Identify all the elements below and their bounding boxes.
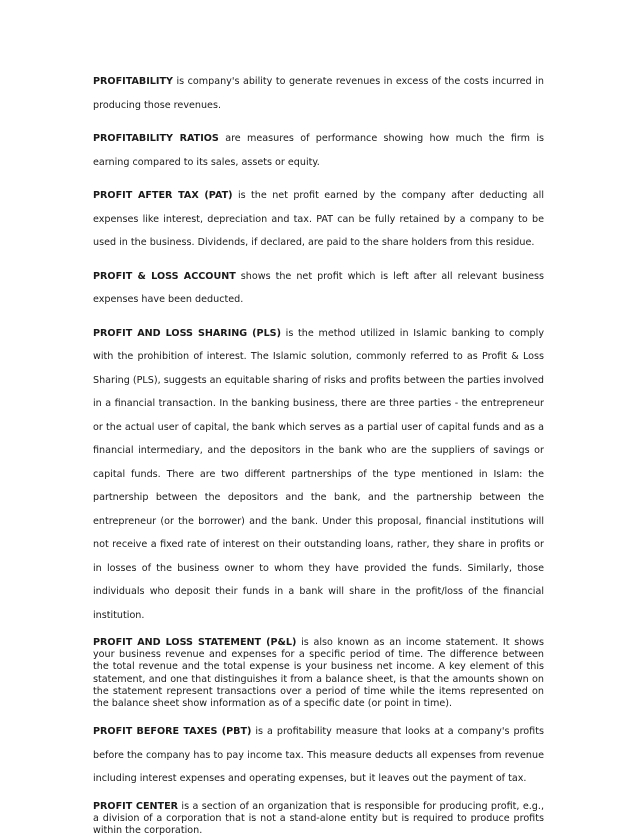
entry-definition: is company's ability to generate revenues in excess of the costs incurred in producing those revenues.	[93, 76, 544, 111]
entry-definition: is a section of an organization that is responsible for producing profit, e.g., a division of a corporation that is not a stand-alone entity but is required to produce profits within the corporation.	[93, 800, 544, 837]
entry-term: PROFIT AFTER TAX (PAT)	[93, 190, 233, 201]
entry-profit-loss-account	[93, 265, 544, 312]
entry-profitability-ratios	[93, 127, 544, 174]
entry-term: PROFITABILITY RATIOS	[93, 133, 219, 144]
entry-profit-before-taxes	[93, 720, 544, 791]
entry-term: PROFIT AND LOSS SHARING (PLS)	[93, 327, 281, 339]
entry-profitability	[93, 70, 544, 117]
entry-profit-loss-statement	[93, 637, 544, 710]
entry-definition: is also known as an income statement. It shows your business revenue and expenses for a specific period of time. The difference between the total revenue and the total expense is your business net income. A key element of this statement, and one that distinguishes it from a balance sheet, is that the amounts shown on the statement represent transactions over a period of time while the items represented on the balance sheet show information as of a specific date (or point in time).	[93, 637, 544, 710]
entry-definition: is the net profit earned by the company after deducting all expenses like interest, depreciation and tax. PAT can be fully retained by a company to be used in the business. Dividends, if declared, are paid to the share holders from this residue.	[93, 190, 544, 248]
entry-definition: are measures of performance showing how much the firm is earning compared to its sales, assets or equity.	[93, 133, 544, 168]
entry-term: PROFIT & LOSS ACCOUNT	[93, 270, 236, 282]
entry-definition: shows the net profit which is left after all relevant business expenses have been deducted.	[93, 270, 545, 305]
entry-term: PROFIT CENTER	[93, 800, 179, 812]
entry-definition: is the method utilized in Islamic banking to comply with the prohibition of interest. The Islamic solution, commonly referred to as Profit & Loss Sharing (PLS), suggests an equitable sharing of risks and profits between the parties involved in a financial transaction. In the banking business, there are three parties - the entrepreneur or the actual user of capital, the bank which serves as a partial user of capital funds and as a financial intermediary, and the depositors in the bank who are the suppliers of savings or capital funds. There are two different partnerships of the type mentioned in Islam: the partnership between the depositors and the bank, and the partnership between the entrepreneur (or the borrower) and the bank. Under this proposal, financial institutions will not receive a fixed rate of interest on their outstanding loans, rather, they share in profits or in losses of the business owner to whom they have provided the funds. Similarly, those individuals who deposit their funds in a bank will share in the profit/loss of the financial institution.	[93, 327, 544, 621]
entry-term: PROFITABILITY	[93, 76, 173, 87]
entry-term: PROFIT BEFORE TAXES (PBT)	[93, 726, 252, 738]
glossary-content	[93, 70, 544, 837]
entry-profit-after-tax	[93, 184, 544, 255]
entry-profit-loss-sharing	[93, 322, 544, 628]
entry-definition: is a profitability measure that looks at a company's profits before the company has to pay income tax. This measure deducts all expenses from revenue including interest expenses and operating expenses, but it leaves out the payment of tax.	[93, 726, 544, 785]
entry-profit-center	[93, 801, 544, 837]
entry-term: PROFIT AND LOSS STATEMENT (P&L)	[93, 637, 297, 648]
